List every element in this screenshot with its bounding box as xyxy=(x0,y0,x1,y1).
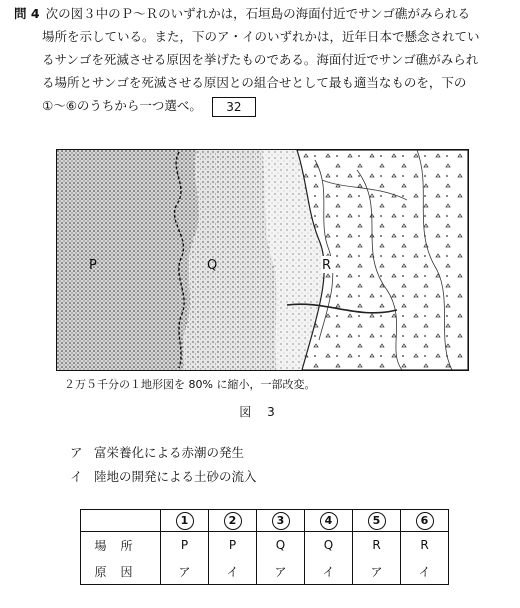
option-5-header: 5 xyxy=(353,510,401,532)
table-header-row xyxy=(81,510,449,532)
question-line-3: るサンゴを死滅させる原因を挙げたものである。海面付近でサンゴ礁がみられ xyxy=(42,52,479,67)
cause-cell: イ xyxy=(305,558,353,585)
cause-cell: ア xyxy=(161,558,209,585)
option-2-header: 2 xyxy=(209,510,257,532)
question-text xyxy=(14,2,510,117)
cause-cell: イ xyxy=(401,558,449,585)
map-label-q: Q xyxy=(207,258,218,273)
map-note: ２万５千分の１地形図を 80% に縮小，一部改変。 xyxy=(64,378,316,391)
place-cell: P xyxy=(209,532,257,559)
map-label-r: R xyxy=(322,258,332,273)
topographic-map xyxy=(56,149,469,371)
cause-cell: イ xyxy=(209,558,257,585)
figure-caption: 図 3 xyxy=(239,405,281,419)
answer-box: 32 xyxy=(212,97,256,117)
choice-list xyxy=(70,443,257,491)
question-line-1: 問 4 次の図３中のＰ～Ｒのいずれかは，石垣島の海面付近でサンゴ礁がみられる xyxy=(14,6,470,21)
row-label-place: 場所 xyxy=(81,532,161,559)
place-cell: R xyxy=(353,532,401,559)
question-line-5: ①～⑥のうちから一つ選べ。 32 xyxy=(14,94,510,117)
choice-i: イ 陸地の開発による土砂の流入 xyxy=(70,469,257,484)
place-cell: P xyxy=(161,532,209,559)
option-1-header: 1 xyxy=(161,510,209,532)
question-line-2: 場所を示している。また，下のア・イのいずれかは，近年日本で懸念されてい xyxy=(42,29,480,44)
question-number: 問 4 xyxy=(14,6,40,21)
cause-cell: ア xyxy=(257,558,305,585)
cause-cell: ア xyxy=(353,558,401,585)
option-6-header: 6 xyxy=(401,510,449,532)
table-row-cause xyxy=(81,558,449,585)
place-cell: Q xyxy=(305,532,353,559)
option-4-header: 4 xyxy=(305,510,353,532)
table-row-place xyxy=(81,532,449,559)
choice-a: ア 富栄養化による赤潮の発生 xyxy=(70,445,245,460)
map-drawing xyxy=(57,150,468,370)
option-3-header: 3 xyxy=(257,510,305,532)
place-cell: Q xyxy=(257,532,305,559)
place-cell: R xyxy=(401,532,449,559)
table-corner-cell xyxy=(81,510,161,532)
row-label-cause: 原因 xyxy=(81,558,161,585)
question-line-4: る場所とサンゴを死滅させる原因との組合せとして最も適当なものを，下の xyxy=(42,75,467,90)
map-label-p: P xyxy=(89,258,97,273)
answer-table xyxy=(80,509,449,585)
